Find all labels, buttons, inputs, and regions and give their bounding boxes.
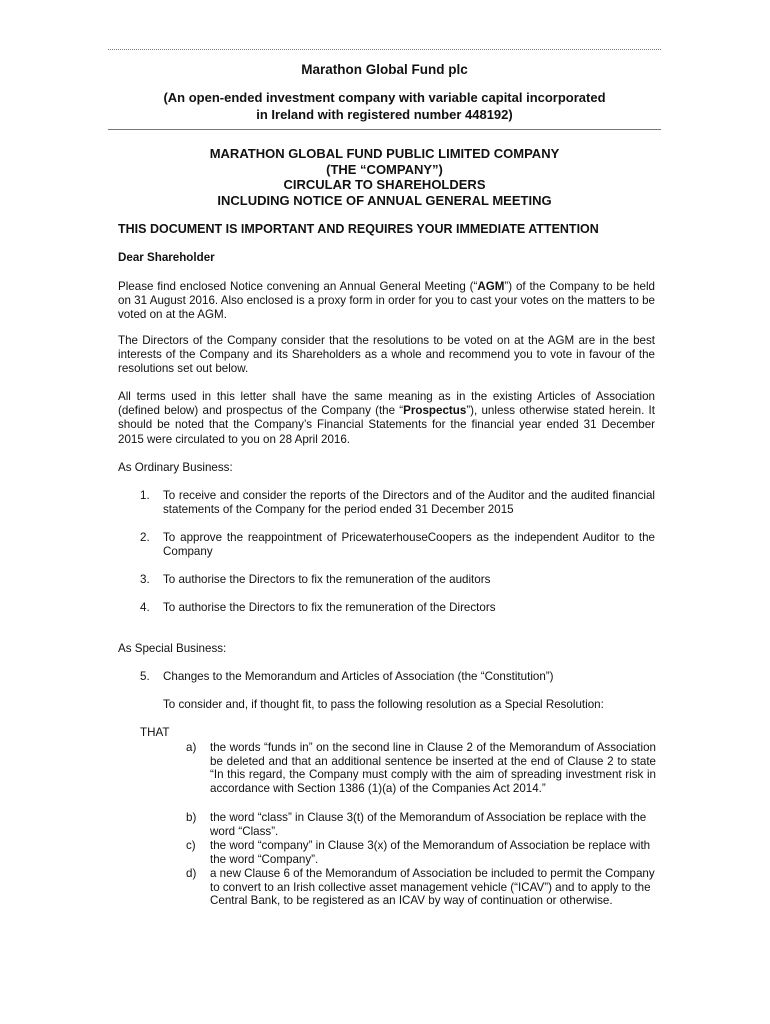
fund-subtitle-line1: (An open-ended investment company with variable capital incorporated	[163, 90, 606, 105]
list-item-text: To authorise the Directors to fix the remuneration of the auditors	[163, 573, 491, 586]
company-heading-line1: MARATHON GLOBAL FUND PUBLIC LIMITED COMPANY	[209, 146, 560, 161]
list-item-number: 4.	[140, 601, 150, 614]
top-dotted-rule	[108, 49, 661, 50]
company-heading	[108, 146, 661, 208]
special-resolution-intro: To consider and, if thought fit, to pass the following resolution as a Special Resolution:	[163, 698, 604, 711]
paragraph1-after: ”) of the Company to be held on 31 August 2016. Also enclosed is a proxy form in order for you to cast your votes on the matters to be voted on at the AGM.	[118, 280, 655, 322]
list-item-number: 3.	[140, 573, 150, 586]
clause-item	[186, 839, 656, 866]
company-heading-line3: CIRCULAR TO SHAREHOLDERS	[283, 177, 486, 192]
important-notice: THIS DOCUMENT IS IMPORTANT AND REQUIRES YOUR IMMEDIATE ATTENTION	[118, 222, 599, 236]
list-item-text: To approve the reappointment of PricewaterhouseCoopers as the independent Auditor to the Company	[163, 531, 655, 559]
list-item-text: Changes to the Memorandum and Articles of Association (the “Constitution”)	[163, 670, 554, 683]
list-item-number: 1.	[140, 489, 150, 502]
salutation: Dear Shareholder	[118, 251, 215, 264]
paragraph-directors-recommendation: The Directors of the Company consider that the resolutions to be voted on at the AGM are in the best interests of the Company and its Shareholders as a whole and recommend you to vote in favour of the resolutions set out below.	[118, 334, 655, 376]
clause-text: a new Clause 6 of the Memorandum of Association be included to permit the Company to convert to an Irish collective asset management vehicle (“ICAV”) and to apply to the Central Bank, to be registered as an ICAV by way of continuation or otherwise.	[210, 867, 655, 907]
clause-item	[186, 867, 656, 908]
clause-text: the word “class” in Clause 3(t) of the Memorandum of Association be replace with the word “Class”.	[210, 811, 647, 838]
clause-label: d)	[186, 867, 197, 880]
list-item-text: To receive and consider the reports of the Directors and of the Auditor and the audited financial statements of the Company for the period ended 31 December 2015	[163, 489, 655, 517]
paragraph-terms	[118, 390, 655, 447]
list-item	[140, 573, 655, 587]
special-business-heading: As Special Business:	[118, 642, 227, 655]
list-item-number: 2.	[140, 531, 150, 544]
clause-label: b)	[186, 811, 197, 824]
fund-subtitle	[108, 89, 661, 123]
paragraph1-before: Please find enclosed Notice convening an Annual General Meeting (“	[118, 280, 478, 293]
list-item	[140, 601, 655, 615]
paragraph3-after: ”), unless otherwise stated herein. It should be noted that the Company’s Financial Statements for the financial year ended 31 December 2015 were circulated to you on 28 April 2016.	[118, 404, 655, 446]
ordinary-business-heading: As Ordinary Business:	[118, 461, 233, 474]
list-item	[140, 670, 655, 684]
paragraph3-before: All terms used in this letter shall have the same meaning as in the existing Articles of Association (defined below) and prospectus of the Company (the “	[118, 390, 655, 418]
paragraph3-bold-term: Prospectus	[403, 404, 467, 418]
fund-subtitle-line2: in Ireland with registered number 448192)	[256, 107, 513, 122]
header-divider	[108, 129, 661, 130]
fund-title: Marathon Global Fund plc	[301, 62, 468, 77]
list-item-text: To authorise the Directors to fix the remuneration of the Directors	[163, 601, 496, 614]
clause-text: the word “company” in Clause 3(x) of the Memorandum of Association be replace with the word “Company”.	[210, 839, 651, 866]
clause-item	[186, 741, 656, 795]
company-heading-line2: (THE “COMPANY”)	[326, 161, 443, 177]
list-item	[140, 531, 655, 559]
clause-label: a)	[186, 741, 197, 754]
list-item	[140, 489, 655, 517]
clause-item	[186, 811, 656, 838]
paragraph1-bold-term: AGM	[477, 280, 505, 293]
clause-text: the words “funds in” on the second line in Clause 2 of the Memorandum of Association be deleted and that an additional sentence be inserted at the end of Clause 2 to state “In this regard, the Company must comply with the aim of spreading investment risk in accordance with Section 1386 (1)(a) of the Companies Act 2014.”	[210, 741, 656, 795]
list-item-number: 5.	[140, 670, 150, 683]
clause-label: c)	[186, 839, 196, 852]
company-heading-line4: INCLUDING NOTICE OF ANNUAL GENERAL MEETING	[217, 192, 552, 208]
that-label: THAT	[140, 726, 170, 739]
paragraph-agm-notice	[118, 280, 655, 323]
